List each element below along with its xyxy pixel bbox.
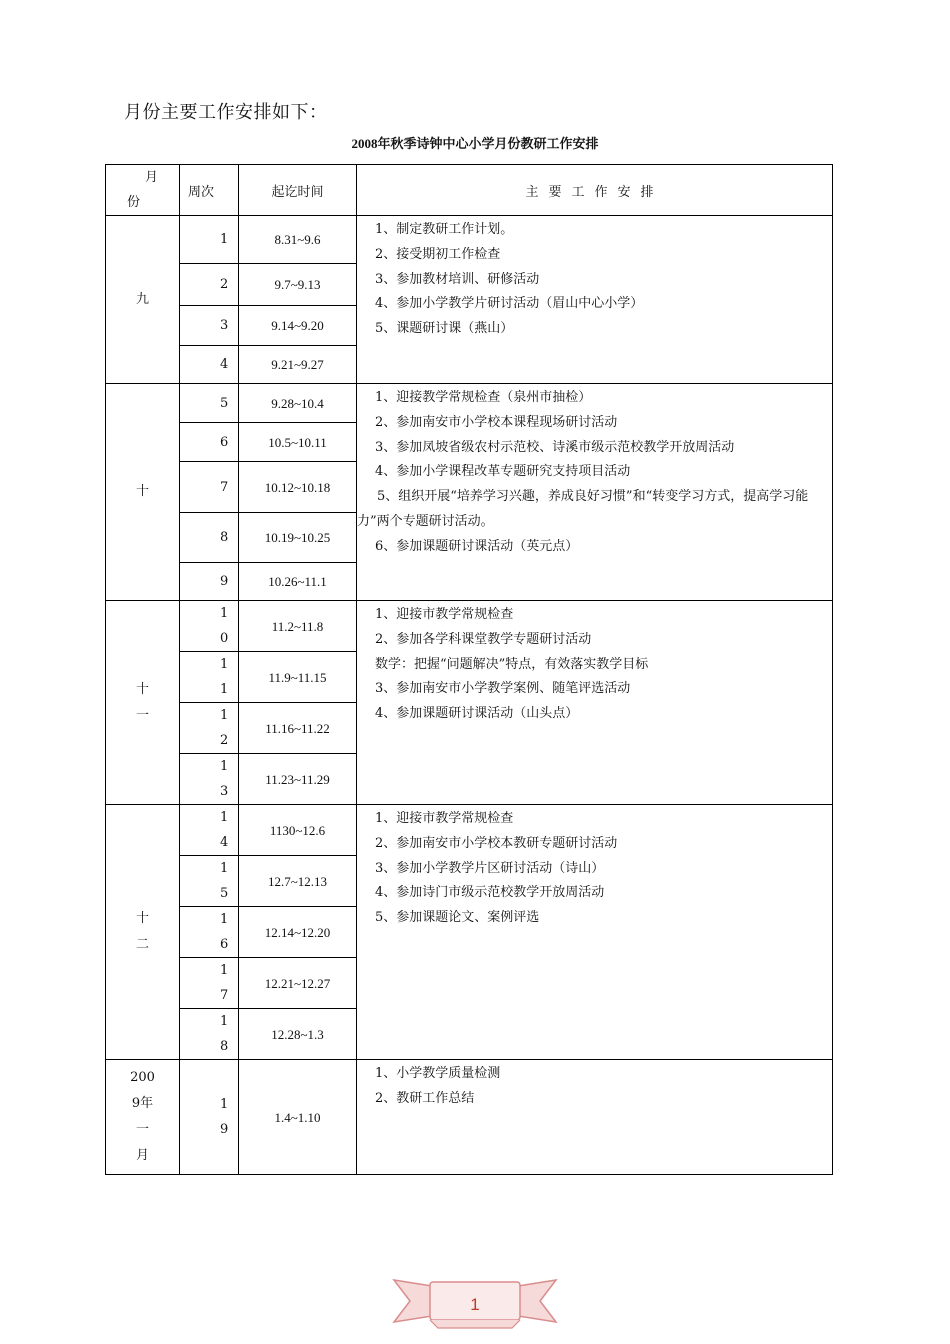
work-items-cell [357, 805, 833, 1060]
week-number: 1 3 [180, 754, 239, 805]
table-row [106, 805, 833, 856]
week-number: 1 8 [180, 1009, 239, 1060]
work-item: 2、接受期初工作检查 [375, 246, 501, 262]
date-range: 10.12~10.18 [239, 462, 357, 513]
table-row [106, 601, 833, 652]
work-item: 3、参加教材培训、研修活动 [375, 271, 540, 287]
date-range: 10.26~11.1 [239, 563, 357, 601]
work-item: 1、制定教研工作计划。 [375, 222, 514, 237]
date-range: 12.14~12.20 [239, 907, 357, 958]
work-item: 4、参加课题研讨课活动（山头点） [375, 706, 579, 722]
month-cell [106, 1060, 180, 1175]
week-number: 1 4 [180, 805, 239, 856]
work-item: 3、参加南安市小学教学案例、随笔评选活动 [375, 681, 631, 697]
work-item: 2、教研工作总结 [375, 1090, 475, 1106]
date-range: 1130~12.6 [239, 805, 357, 856]
date-range: 1.4~1.10 [239, 1060, 357, 1175]
date-range: 12.7~12.13 [239, 856, 357, 907]
month-label: 十 一 [135, 681, 149, 723]
table-row [106, 216, 833, 264]
date-range: 12.28~1.3 [239, 1009, 357, 1060]
work-item: 5、组织开展“培养学习兴趣，养成良好习惯”和“转变学习方式，提高学习能力”两个专题研讨活动。 [357, 489, 809, 529]
work-item: 数学：把握“问题解决”特点，有效落实教学目标 [375, 656, 649, 672]
month-label: 九 [135, 291, 149, 307]
date-range: 12.21~12.27 [239, 958, 357, 1009]
document-title: 2008年秋季诗钟中心小学月份教研工作安排 [351, 136, 599, 151]
week-number: 1 5 [180, 856, 239, 907]
week-number: 6 [180, 423, 239, 462]
work-items-cell [357, 384, 833, 601]
month-cell [106, 601, 180, 805]
week-number: 9 [180, 563, 239, 601]
table-body [106, 216, 833, 1175]
week-number: 1 7 [180, 958, 239, 1009]
table-header-row [106, 165, 833, 216]
date-range: 8.31~9.6 [239, 216, 357, 264]
work-item: 6、参加课题研讨课活动（英元点） [375, 538, 579, 554]
week-number: 4 [180, 346, 239, 384]
date-range: 11.23~11.29 [239, 754, 357, 805]
date-range: 10.19~10.25 [239, 513, 357, 563]
header-month-label: 月 份 [126, 170, 158, 210]
header-month [106, 165, 180, 216]
week-number: 3 [180, 306, 239, 346]
work-item: 2、参加南安市小学校本课程现场研讨活动 [375, 414, 618, 430]
month-cell [106, 384, 180, 601]
week-number: 5 [180, 384, 239, 423]
week-number: 1 [180, 216, 239, 264]
work-item: 3、参加凤坡省级农村示范校、诗溪市级示范校教学开放周活动 [375, 439, 735, 455]
work-item: 3、参加小学教学片区研讨活动（诗山） [375, 860, 605, 876]
header-week: 周次 [180, 165, 239, 216]
work-item: 2、参加各学科课堂教学专题研讨活动 [375, 631, 592, 647]
month-label: 十 [135, 484, 149, 499]
schedule-table [105, 164, 833, 1175]
week-number: 1 2 [180, 703, 239, 754]
work-item: 1、迎接市教学常规检查 [375, 811, 514, 826]
intro-text: 月份主要工作安排如下： [124, 102, 328, 123]
date-range: 11.2~11.8 [239, 601, 357, 652]
week-number: 7 [180, 462, 239, 513]
date-range: 11.9~11.15 [239, 652, 357, 703]
date-range: 9.21~9.27 [239, 346, 357, 384]
work-item: 4、参加诗门市级示范校教学开放周活动 [375, 885, 605, 901]
month-label: 200 9年 一 月 [130, 1070, 155, 1163]
work-item: 1、迎接市教学常规检查 [375, 607, 514, 622]
month-cell [106, 805, 180, 1060]
date-range: 11.16~11.22 [239, 703, 357, 754]
work-item: 5、课题研讨课（燕山） [375, 321, 514, 337]
table-row [106, 384, 833, 423]
header-work: 主要工作安排 [357, 165, 833, 216]
work-items-cell [357, 216, 833, 384]
work-item: 4、参加小学教学片研讨活动（眉山中心小学） [375, 296, 644, 312]
work-item: 1、迎接教学常规检查（泉州市抽检） [375, 390, 592, 405]
date-range: 9.7~9.13 [239, 264, 357, 306]
week-number: 1 0 [180, 601, 239, 652]
work-items-cell [357, 601, 833, 805]
work-items-cell [357, 1060, 833, 1175]
week-number: 8 [180, 513, 239, 563]
week-number: 2 [180, 264, 239, 306]
work-item: 5、参加课题论文、案例评选 [375, 910, 540, 926]
header-date: 起讫时间 [239, 165, 357, 216]
work-item: 4、参加小学课程改革专题研究支持项目活动 [375, 464, 631, 480]
date-range: 9.28~10.4 [239, 384, 357, 423]
month-label: 十 二 [135, 911, 149, 952]
table-row [106, 1060, 833, 1175]
date-range: 9.14~9.20 [239, 306, 357, 346]
week-number: 1 9 [180, 1060, 239, 1175]
week-number: 1 1 [180, 652, 239, 703]
work-item: 1、小学教学质量检测 [375, 1066, 501, 1081]
month-cell [106, 216, 180, 384]
work-item: 2、参加南安市小学校本教研专题研讨活动 [375, 835, 618, 851]
page-number: 1 [470, 1295, 480, 1314]
week-number: 1 6 [180, 907, 239, 958]
date-range: 10.5~10.11 [239, 423, 357, 462]
